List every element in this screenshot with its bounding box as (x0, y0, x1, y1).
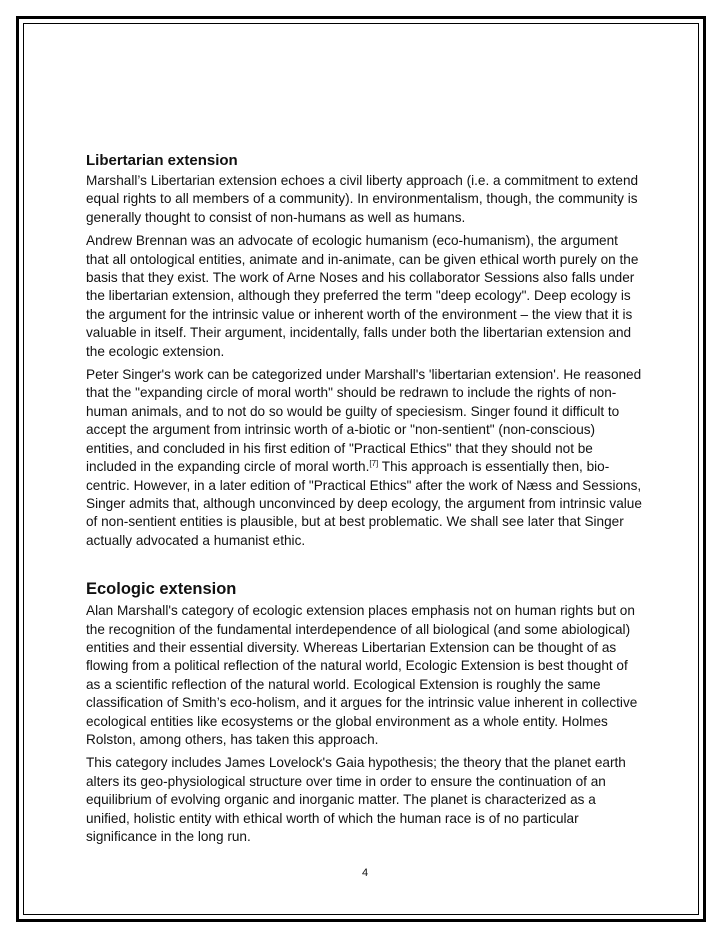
paragraph: Alan Marshall's category of ecologic extension places emphasis not on human rights but on the recognition of the fundamental interdependence of all biological (and some abiological) entities and their essential diversity. Whereas Libertarian Extension can be thought of as flowing from a political reflection of the natural world, Ecologic Extension is best thought of as a scientific reflection of the natural world. Ecological Extension is roughly the same classification of Smith’s eco-holism, and it argues for the intrinsic value inherent in collective ecological entities like ecosystems or the global environment as a whole entity. Holmes Rolston, among others, has taken this approach. (86, 603, 638, 747)
page-content (86, 151, 642, 851)
paragraph: Andrew Brennan was an advocate of ecologic humanism (eco-humanism), the argument that all ontological entities, animate and in-animate, can be given ethical worth purely on the basis that they exist. The work of Arne Noses and his collaborator Sessions also falls under the libertarian extension, although they preferred the term "deep ecology". Deep ecology is the argument for the intrinsic value or inherent worth of the environment – the view that it is valuable in itself. Their argument, incidentally, falls under both the libertarian extension and the ecologic extension. (86, 233, 639, 359)
paragraph: Marshall’s Libertarian extension echoes a civil liberty approach (i.e. a commitment to extend equal rights to all members of a community). In environmentalism, though, the community is generally thought to consist of non-humans as well as humans. (86, 173, 639, 225)
section-ecologic-extension (86, 578, 642, 846)
section-heading: Ecologic extension (86, 580, 237, 599)
section-libertarian-extension (86, 151, 642, 550)
paragraph-text: This approach is essentially then, bio-centric. However, in a later edition of "Practical Ethics" after the work of Næss and Sessions, Singer admits that, although unconvinced by deep ecology, the argument from intrinsic value of non-sentient entities is plausible, but at best problematic. We shall see later that Singer actually advocated a humanist ethic. (86, 459, 642, 548)
citation-link[interactable]: [7] (369, 459, 379, 469)
section-heading: Libertarian extension (86, 152, 238, 169)
paragraph-text: Peter Singer's work can be categorized under Marshall's 'libertarian extension'. He reasoned that the "expanding circle of moral worth" should be redrawn to include the rights of non-human animals, and to not do so would be guilty of speciesism. Singer found it difficult to accept the argument from intrinsic worth of a-biotic or "non-sentient" (non-conscious) entities, and concluded in his first edition of "Practical Ethics" that they should not be included in the expanding circle of moral worth. (86, 367, 642, 475)
paragraph: This category includes James Lovelock's Gaia hypothesis; the theory that the planet earth alters its geo-physiological structure over time in order to ensure the continuation of an equilibrium of evolving organic and inorganic matter. The planet is characterized as a unified, holistic entity with ethical worth of which the human race is of no particular significance in the long run. (86, 755, 626, 844)
page-number: 4 (361, 867, 369, 879)
paragraph-singer (86, 366, 642, 550)
